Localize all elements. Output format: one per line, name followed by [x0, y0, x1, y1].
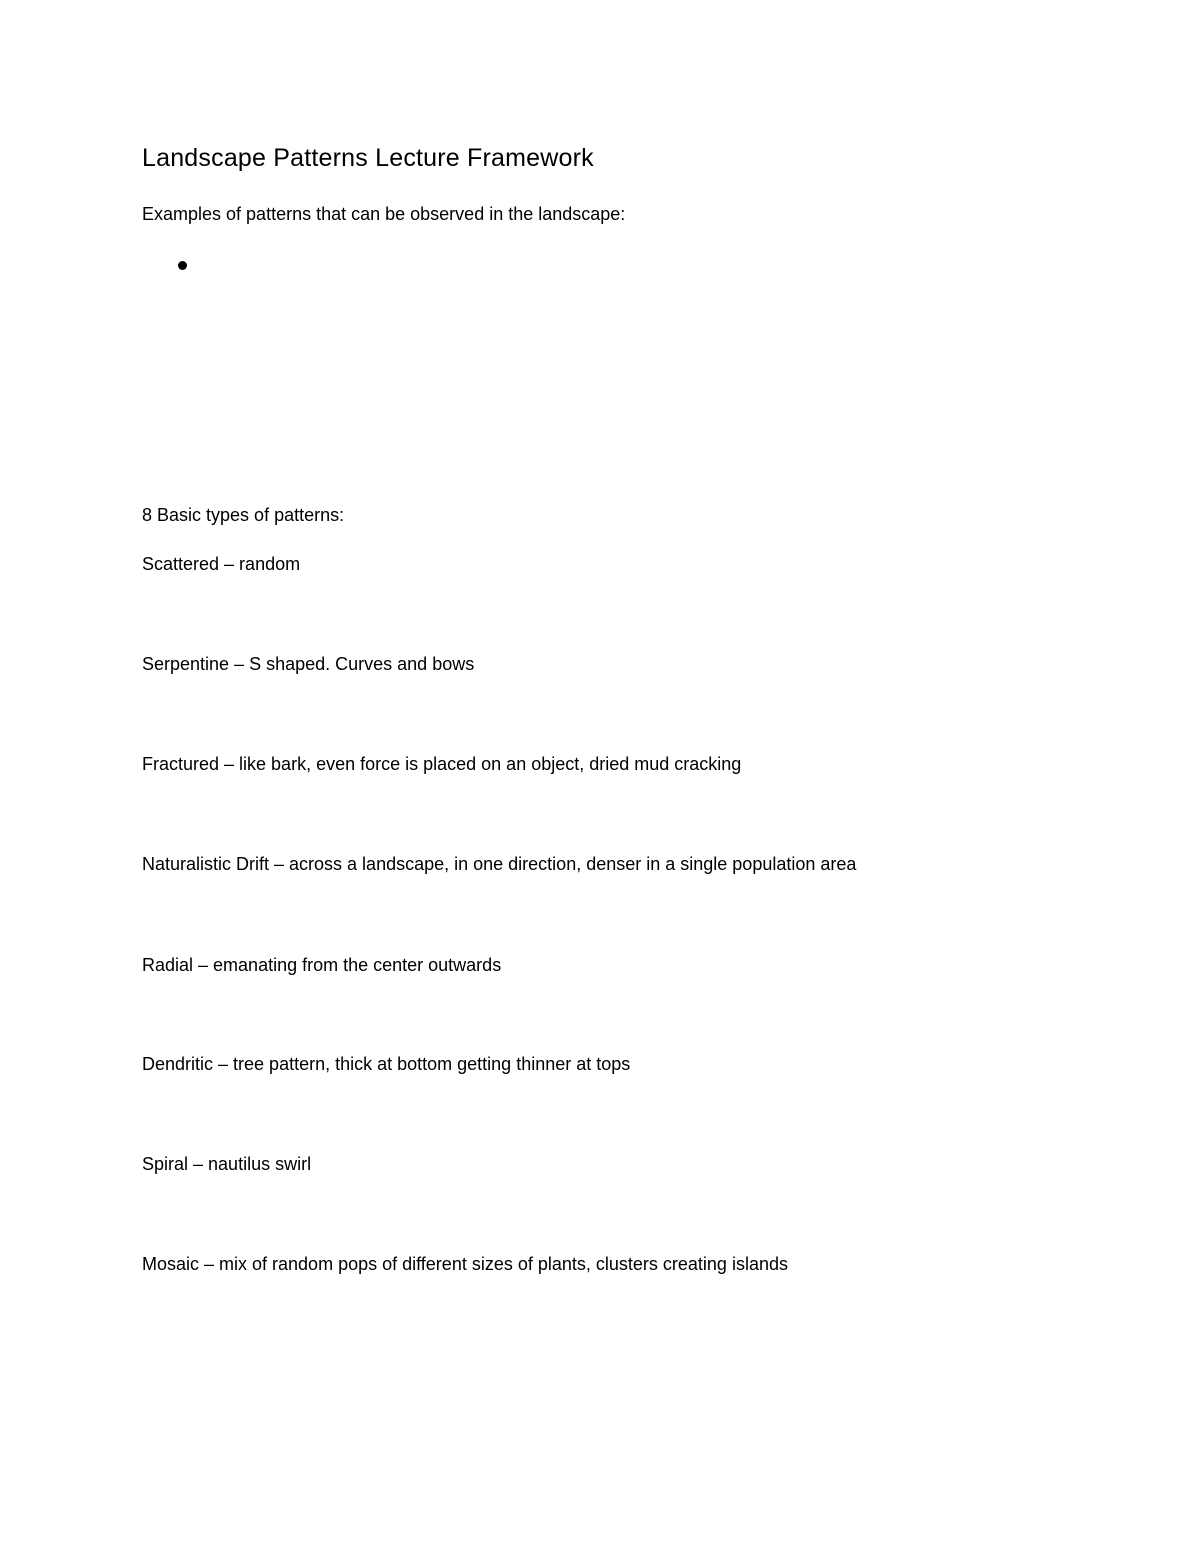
- document-title: Landscape Patterns Lecture Framework: [142, 144, 594, 172]
- pattern-scattered: Scattered – random: [142, 554, 301, 574]
- pattern-radial: Radial – emanating from the center outwards: [142, 955, 502, 975]
- pattern-naturalistic-drift: Naturalistic Drift – across a landscape, in one direction, denser in a single population area: [142, 854, 857, 874]
- pattern-serpentine: Serpentine – S shaped. Curves and bows: [142, 654, 475, 674]
- pattern-spiral: Spiral – nautilus swirl: [142, 1154, 312, 1174]
- pattern-dendritic: Dendritic – tree pattern, thick at bottom getting thinner at tops: [142, 1054, 631, 1074]
- intro-text: Examples of patterns that can be observed in the landscape:: [142, 204, 626, 224]
- types-heading: 8 Basic types of patterns:: [142, 505, 345, 525]
- bullet-dot-icon: [178, 261, 187, 270]
- pattern-fractured: Fractured – like bark, even force is placed on an object, dried mud cracking: [142, 754, 742, 774]
- pattern-mosaic: Mosaic – mix of random pops of different sizes of plants, clusters creating islands: [142, 1254, 788, 1274]
